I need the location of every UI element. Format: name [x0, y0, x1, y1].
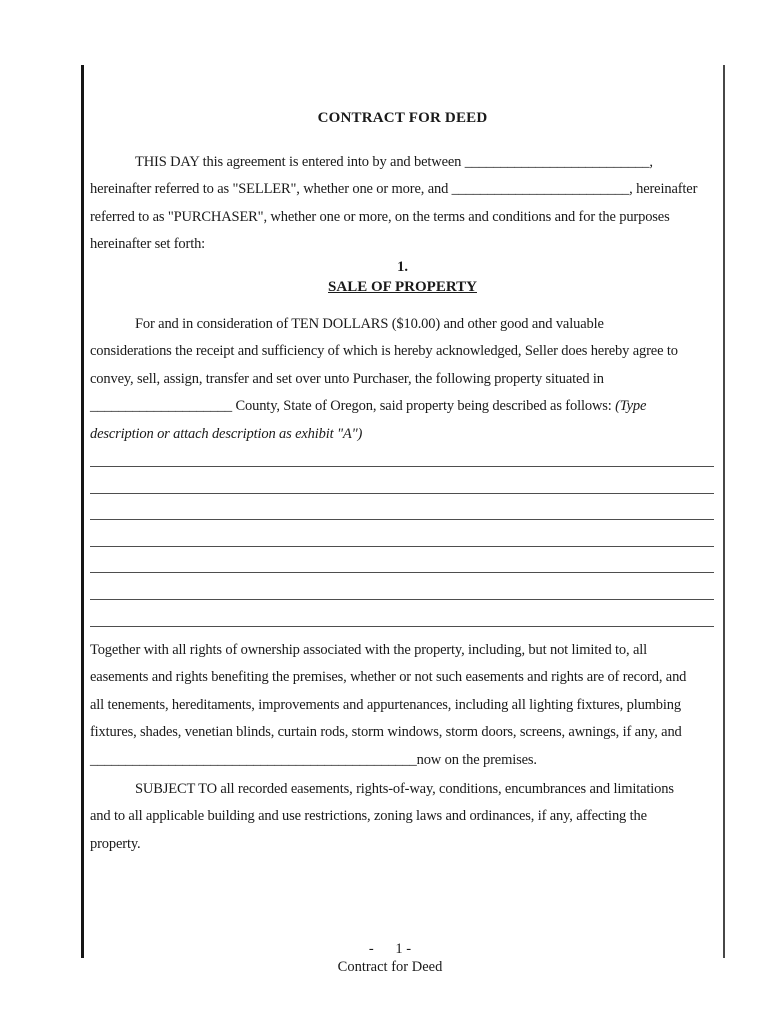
- intro-paragraph: [90, 149, 730, 259]
- description-blank-line: [90, 599, 714, 600]
- text-line: property.: [90, 835, 141, 852]
- description-blank-line: [90, 466, 714, 467]
- page-left-edge-bar: [81, 65, 84, 958]
- text-line: [90, 747, 730, 774]
- instruction-text: description or attach description as exhibit "A"): [90, 425, 363, 442]
- description-blank-line: [90, 546, 714, 547]
- text-line: hereinafter set forth:: [90, 236, 206, 253]
- text-run: now on the premises.: [416, 751, 537, 768]
- description-blank-line: [90, 572, 714, 573]
- document-title: CONTRACT FOR DEED: [317, 110, 488, 126]
- text-line: convey, sell, assign, transfer and set over unto Purchaser, the following property situated in: [90, 370, 604, 387]
- text-line: THIS DAY this agreement is entered into by and between __________________________,: [135, 154, 653, 170]
- section-heading-text: SALE OF PROPERTY: [328, 279, 477, 295]
- text-line: fixtures, shades, venetian blinds, curtain rods, storm windows, storm doors, screens, awnings, if any, and: [90, 724, 682, 741]
- premises-blank-field: ______________________________________________: [90, 751, 417, 768]
- description-blank-line: [90, 519, 714, 520]
- together-with-paragraph: [90, 637, 730, 774]
- text-line: easements and rights benefiting the premises, whether or not such easements and rights are of record, and: [90, 669, 687, 686]
- subject-to-paragraph: [90, 776, 730, 858]
- text-line: [90, 393, 730, 420]
- sale-of-property-paragraph: [90, 311, 730, 448]
- instruction-text: (Type: [611, 398, 647, 415]
- page-footer: [90, 940, 690, 976]
- text-line: SUBJECT TO all recorded easements, rights-of-way, conditions, encumbrances and limitations: [135, 781, 674, 797]
- county-blank-field: ____________________: [90, 398, 233, 415]
- description-blank-lines: [90, 466, 714, 627]
- footer-doc-name: Contract for Deed: [337, 959, 443, 975]
- text-line: For and in consideration of TEN DOLLARS ($10.00) and other good and valuable: [135, 316, 604, 332]
- section-number: 1.: [397, 259, 408, 275]
- text-line: and to all applicable building and use restrictions, zoning laws and ordinances, if any, affecting the: [90, 808, 647, 825]
- description-blank-line: [90, 626, 714, 627]
- text-run: County, State of Oregon, said property being described as follows:: [232, 398, 612, 415]
- text-line: considerations the receipt and sufficiency of which is hereby acknowledged, Seller does hereby agree to: [90, 343, 678, 360]
- description-blank-line: [90, 493, 714, 494]
- text-line: Together with all rights of ownership associated with the property, including, but not limited to, all: [90, 642, 647, 658]
- text-line: hereinafter referred to as "SELLER", whether one or more, and _________________________, hereinafter: [90, 181, 698, 198]
- section-heading: [90, 277, 715, 298]
- text-line: all tenements, hereditaments, improvements and appurtenances, including all lighting fixtures, plumbing: [90, 696, 681, 713]
- page-number: - 1 -: [368, 941, 412, 957]
- text-line: referred to as "PURCHASER", whether one or more, on the terms and conditions and for the purposes: [90, 208, 670, 225]
